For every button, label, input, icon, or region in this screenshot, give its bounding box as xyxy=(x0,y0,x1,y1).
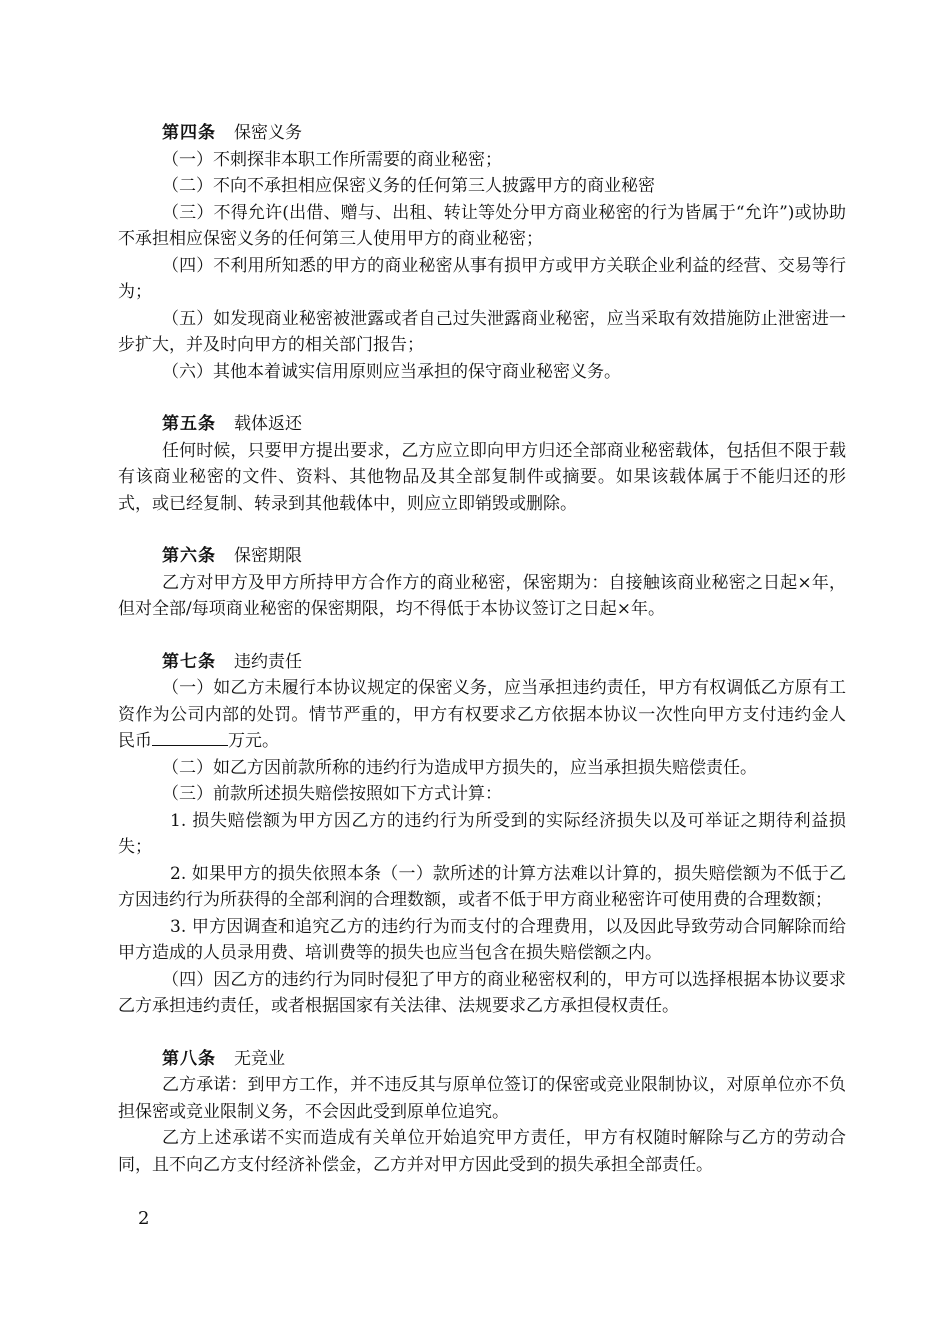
article-title: 违约责任 xyxy=(234,651,302,672)
article-title: 无竞业 xyxy=(234,1048,285,1069)
clause-text: 万元。 xyxy=(228,731,279,751)
clause: 乙方对甲方及甲方所持甲方合作方的商业秘密，保密期为：自接触该商业秘密之日起×年，但对全部/每项商业秘密的保密期限，均不得低于本协议签订之日起×年。 xyxy=(118,572,846,619)
sub-clause: 1. 损失赔偿额为甲方因乙方的违约行为所受到的实际经济损失以及可举证之期待利益损失； xyxy=(118,810,846,857)
clause: 乙方承诺：到甲方工作，并不违反其与原单位签订的保密或竞业限制协议，对原单位亦不负担保密或竞业限制义务，不会因此受到原单位追究。 xyxy=(118,1075,846,1122)
clause: （三）不得允许(出借、赠与、出租、转让等处分甲方商业秘密的行为皆属于“允许”)或协助不承担相应保密义务的任何第三人使用甲方的商业秘密； xyxy=(118,202,846,249)
clause: （一）不刺探非本职工作所需要的商业秘密； xyxy=(162,149,502,170)
clause: （二）不向不承担相应保密义务的任何第三人披露甲方的商业秘密 xyxy=(162,176,655,196)
article-heading xyxy=(118,120,846,147)
article-6 xyxy=(118,543,846,623)
article-heading xyxy=(118,649,846,676)
sub-clause: 3. 甲方因调查和追究乙方的违约行为而支付的合理费用，以及因此导致劳动合同解除而给甲方造成的人员录用费、培训费等的损失也应当包含在损失赔偿额之内。 xyxy=(118,916,846,963)
article-number: 第四条 xyxy=(162,123,216,143)
article-5 xyxy=(118,411,846,517)
clause: 乙方上述承诺不实而造成有关单位开始追究甲方责任，甲方有权随时解除与乙方的劳动合同，且不向乙方支付经济补偿金，乙方并对甲方因此受到的损失承担全部责任。 xyxy=(118,1128,846,1175)
article-heading xyxy=(118,1046,846,1073)
article-heading xyxy=(118,411,846,438)
article-title: 载体返还 xyxy=(234,414,302,434)
page-number: 2 xyxy=(138,1208,150,1229)
clause: （三）前款所述损失赔偿按照如下方式计算： xyxy=(162,784,502,804)
article-number: 第七条 xyxy=(162,651,216,672)
clause: （四）不利用所知悉的甲方的商业秘密从事有损甲方或甲方关联企业利益的经营、交易等行为； xyxy=(118,255,846,302)
article-8 xyxy=(118,1046,846,1179)
amount-blank-line xyxy=(152,731,228,746)
clause: （二）如乙方因前款所称的违约行为造成甲方损失的，应当承担损失赔偿责任。 xyxy=(162,757,757,778)
article-heading xyxy=(118,543,846,570)
document-page xyxy=(118,120,846,1204)
clause: 任何时候，只要甲方提出要求，乙方应立即向甲方归还全部商业秘密载体，包括但不限于载有该商业秘密的文件、资料、其他物品及其全部复制件或摘要。如果该载体属于不能归还的形式，或已经复制、转录到其他载体中，则应立即销毁或删除。 xyxy=(118,440,846,514)
clause: （五）如发现商业秘密被泄露或者自己过失泄露商业秘密，应当采取有效措施防止泄密进一步扩大，并及时向甲方的相关部门报告； xyxy=(118,308,846,355)
article-title: 保密义务 xyxy=(234,123,302,143)
article-7 xyxy=(118,649,846,1020)
article-number: 第八条 xyxy=(162,1048,216,1069)
clause-text: （一）如乙方未履行本协议规定的保密义务，应当承担违约责任，甲方有权调低乙方原有工资作为公司内部的处罚。情节严重的，甲方有权要求乙方依据本协议一次性向甲方支付违约金人民币 xyxy=(118,678,846,751)
clause: （六）其他本着诚实信用原则应当承担的保守商业秘密义务。 xyxy=(162,361,621,382)
article-title: 保密期限 xyxy=(234,546,302,566)
article-number: 第五条 xyxy=(162,414,216,434)
article-number: 第六条 xyxy=(162,546,216,566)
sub-clause: 2. 如果甲方的损失依照本条（一）款所述的计算方法难以计算的，损失赔偿额为不低于乙方因违约行为所获得的全部利润的合理数额，或者不低于甲方商业秘密许可使用费的合理数额； xyxy=(118,863,846,910)
article-4 xyxy=(118,120,846,385)
clause xyxy=(118,675,846,755)
clause: （四）因乙方的违约行为同时侵犯了甲方的商业秘密权利的，甲方可以选择根据本协议要求乙方承担违约责任，或者根据国家有关法律、法规要求乙方承担侵权责任。 xyxy=(118,969,846,1016)
